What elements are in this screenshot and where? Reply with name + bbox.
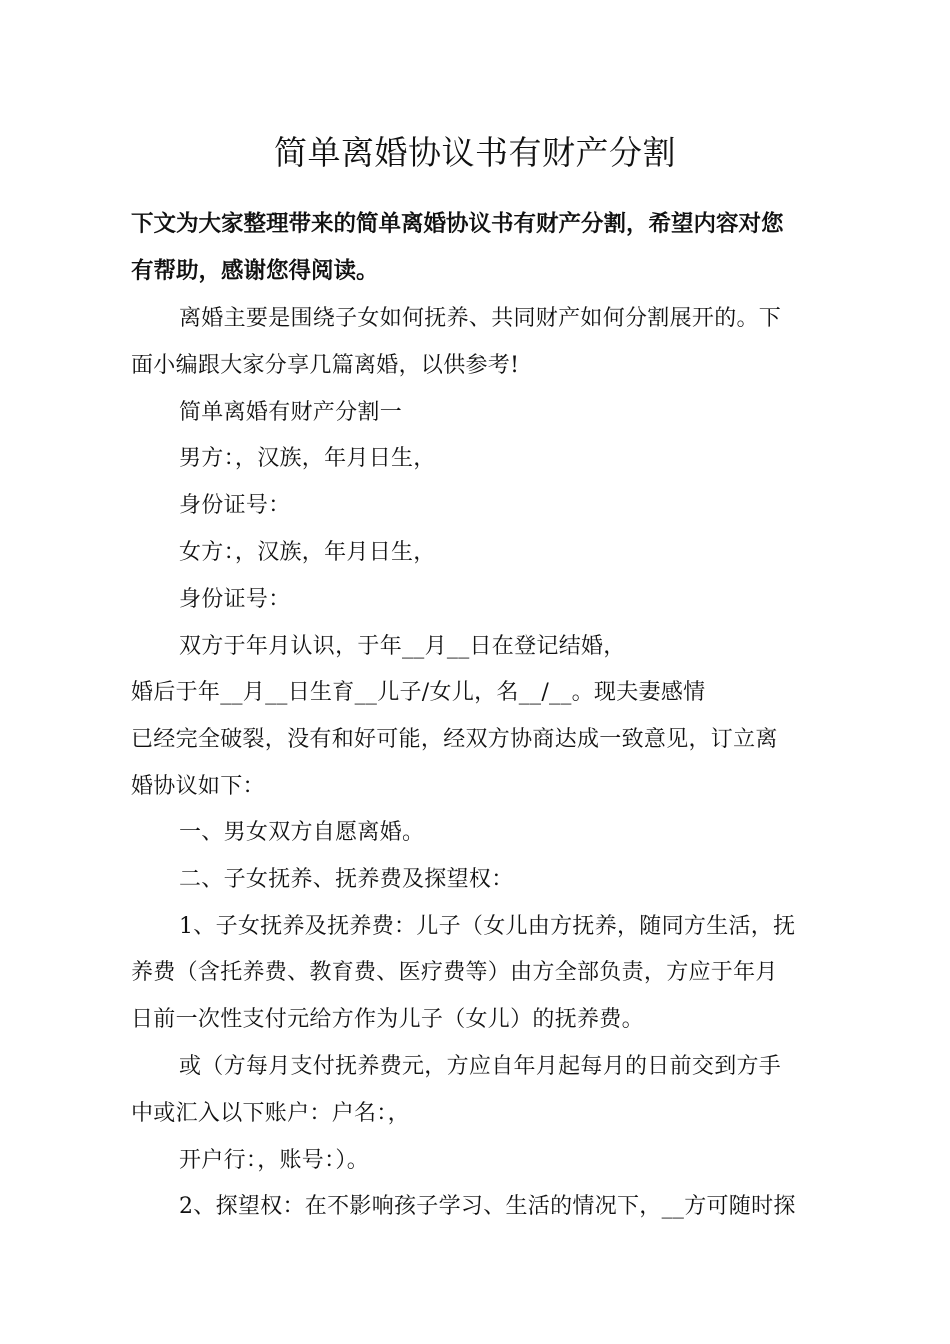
paragraph-line: 中或汇入以下账户：户名：， — [131, 1101, 410, 1126]
paragraph-line: 婚后于年__月__日生育__儿子/女儿，名__/__。现夫妻感情 — [131, 680, 706, 705]
paragraph-line: 男方：，汉族，年月日生， — [179, 446, 436, 471]
paragraph-line: 二、子女抚养、抚养费及探望权： — [179, 867, 514, 892]
paragraph-line: 日前一次性支付元给方作为儿子（女儿）的抚养费。 — [131, 1007, 644, 1032]
paragraph-line: 2、探望权：在不影响孩子学习、生活的情况下，__方可随时探 — [179, 1194, 796, 1219]
paragraph-line: 婚协议如下： — [131, 774, 265, 799]
paragraph-line: 或（方每月支付抚养费元，方应自年月起每月的日前交到方手 — [179, 1054, 782, 1079]
document-title: 简单离婚协议书有财产分割 — [274, 133, 676, 172]
paragraph-line: 开户行：，账号：）。 — [179, 1148, 370, 1173]
section-heading: 简单离婚有财产分割一 — [179, 400, 403, 425]
paragraph-line: 1、子女抚养及抚养费：儿子（女儿由方抚养，随同方生活，抚 — [179, 914, 796, 939]
paragraph-line: 女方：，汉族，年月日生， — [179, 540, 436, 565]
paragraph-line: 双方于年月认识，于年__月__日在登记结婚， — [179, 634, 626, 659]
intro-line-2: 有帮助，感谢您得阅读。 — [131, 258, 379, 284]
paragraph-line: 面小编跟大家分享几篇离婚，以供参考! — [131, 353, 520, 378]
intro-line-1: 下文为大家整理带来的简单离婚协议书有财产分割，希望内容对您 — [131, 211, 784, 237]
paragraph-line: 离婚主要是围绕子女如何抚养、共同财产如何分割展开的。下 — [179, 306, 782, 331]
paragraph-line: 身份证号： — [179, 493, 291, 518]
paragraph-line: 已经完全破裂，没有和好可能，经双方协商达成一致意见，订立离 — [131, 727, 778, 752]
paragraph-line: 一、男女双方自愿离婚。 — [179, 820, 425, 845]
paragraph-line: 养费（含托养费、教育费、医疗费等）由方全部负责，方应于年月 — [131, 960, 778, 985]
paragraph-line: 身份证号： — [179, 587, 291, 612]
